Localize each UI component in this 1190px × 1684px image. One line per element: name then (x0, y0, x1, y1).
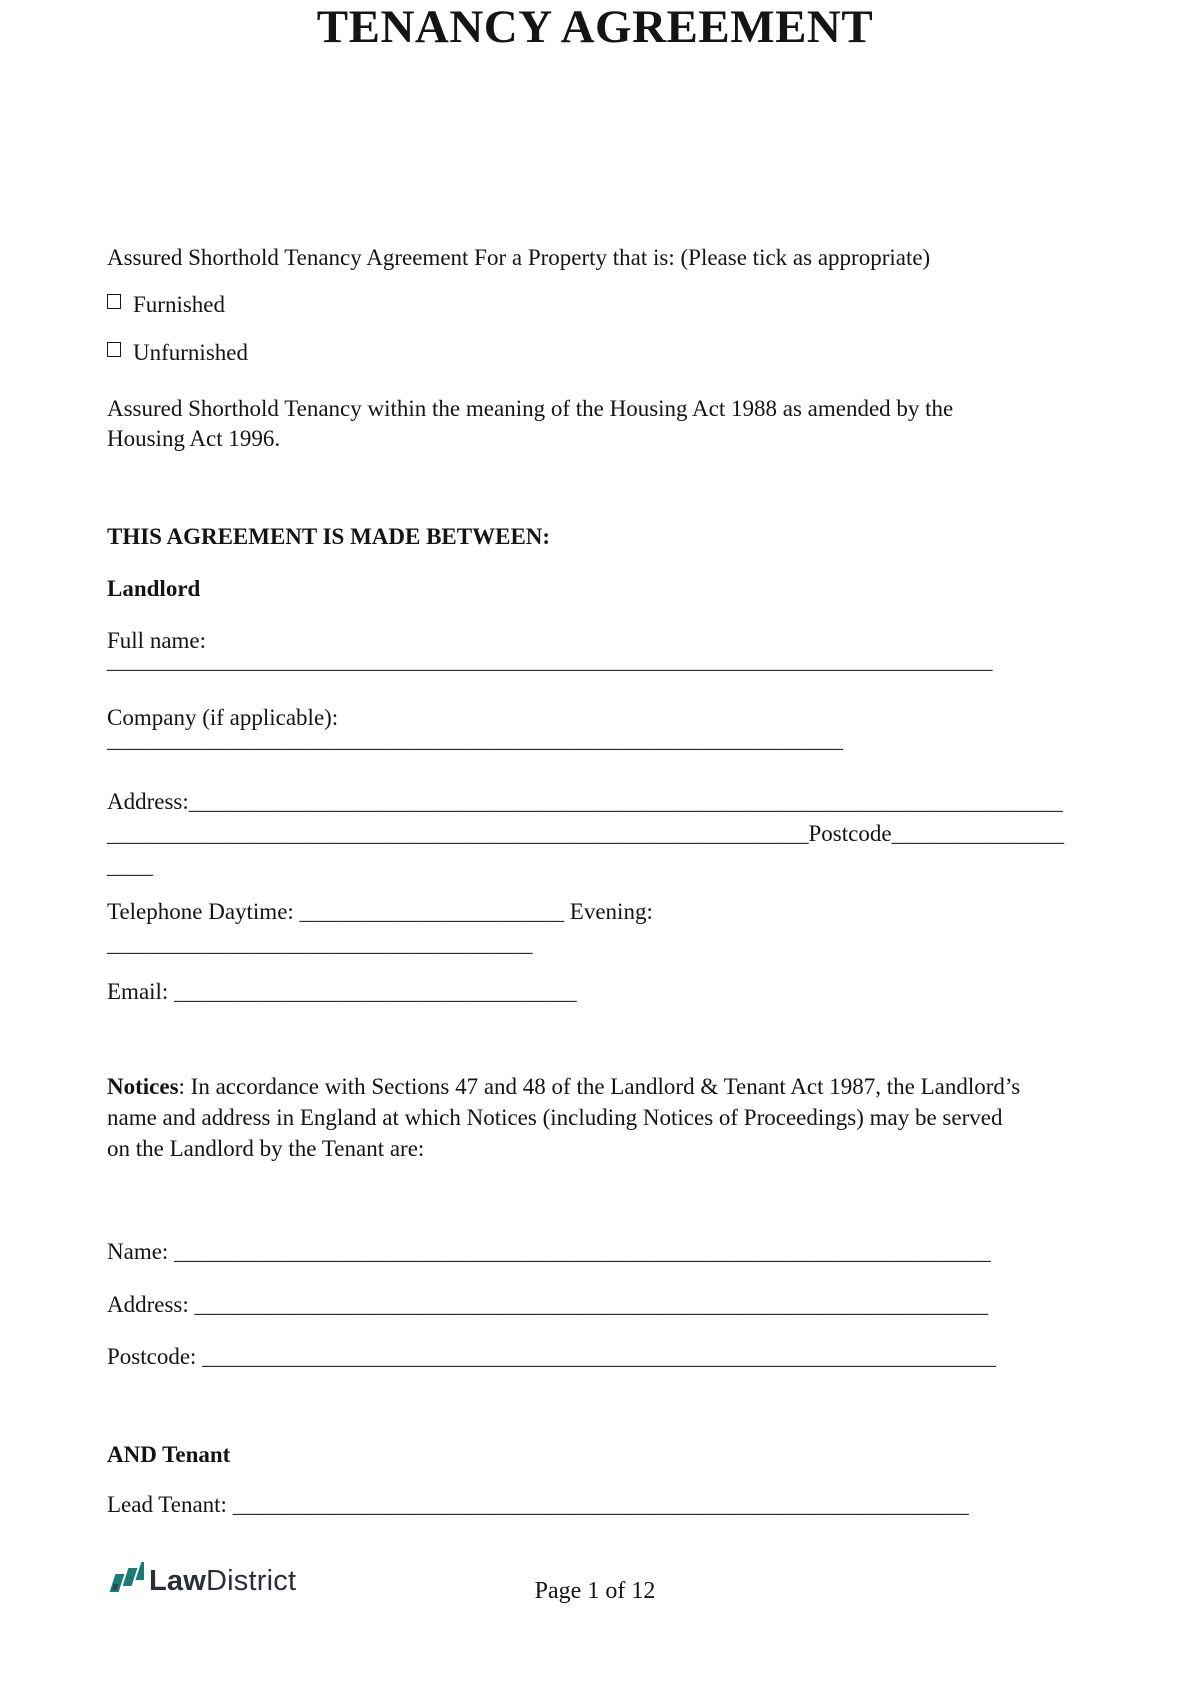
made-between-heading: THIS AGREEMENT IS MADE BETWEEN: (107, 524, 551, 549)
notices-line-1 (107, 1071, 1020, 1102)
unfurnished-option (107, 340, 248, 366)
address-blank-2: _____________________________________________________________ (107, 821, 809, 846)
telephone-daytime-blank: _______________________ (299, 899, 565, 924)
telephone-daytime-label: Telephone Daytime: (107, 899, 300, 924)
furnished-option (107, 292, 225, 318)
landlord-address-block (107, 786, 1064, 882)
logo-district: District (206, 1564, 297, 1597)
email-blank: ___________________________________ (174, 979, 577, 1004)
notices-name-blank: _______________________________________________________________________ (174, 1239, 991, 1264)
document-title: TENANCY AGREEMENT (316, 1, 874, 53)
address-line-2 (107, 818, 1064, 850)
address-blank-3: ____ (107, 853, 153, 878)
notices-postcode-blank: _____________________________________________________________________ (202, 1344, 996, 1369)
email-label: Email: (107, 979, 175, 1004)
notices-postcode-label: Postcode: (107, 1344, 203, 1369)
company-blank-line: ________________________________________________________________ (107, 727, 843, 752)
postcode-label: Postcode (808, 821, 892, 846)
notices-postcode-row (107, 1344, 996, 1370)
address-line-3 (107, 850, 1064, 882)
address-label: Address: (107, 789, 189, 814)
notices-name-row (107, 1239, 991, 1265)
email-row (107, 979, 577, 1005)
full-name-blank-line: _____________________________________________________________________________ (107, 648, 993, 673)
evening-blank: _____________________________________ (107, 931, 533, 956)
notices-line-3: on the Landlord by the Tenant are: (107, 1136, 425, 1161)
evening-label: Evening: (564, 899, 653, 924)
lead-tenant-label: Lead Tenant: (107, 1492, 233, 1517)
unfurnished-checkbox[interactable] (107, 342, 121, 357)
statute-line-2: Housing Act 1996. (107, 426, 281, 451)
telephone-block (107, 896, 653, 960)
notices-address-row (107, 1292, 988, 1318)
notices-line-1-rest: : In accordance with Sections 47 and 48 of the Landlord & Tenant Act 1987, the Landlord’s (178, 1074, 1021, 1099)
address-blank-1: ____________________________________________________________________________ (188, 789, 1063, 814)
statute-paragraph (107, 394, 953, 454)
and-tenant-heading: AND Tenant (107, 1442, 231, 1467)
furnished-checkbox[interactable] (107, 294, 121, 309)
address-line-1 (107, 786, 1064, 818)
telephone-line-1 (107, 896, 653, 928)
notices-word: Notices (107, 1074, 179, 1099)
page-number: Page 1 of 12 (534, 1578, 656, 1604)
postcode-blank: _______________ (891, 821, 1065, 846)
furnished-label: Furnished (133, 292, 225, 317)
notices-name-label: Name: (107, 1239, 175, 1264)
full-name-label: Full name: (107, 628, 207, 653)
unfurnished-label: Unfurnished (133, 340, 248, 365)
intro-line: Assured Shorthold Tenancy Agreement For a Property that is: (Please tick as appropriate) (107, 245, 931, 270)
landlord-heading: Landlord (107, 576, 201, 601)
lead-tenant-row (107, 1492, 969, 1518)
notices-paragraph (107, 1071, 1020, 1164)
notices-address-blank: _____________________________________________________________________ (194, 1292, 989, 1317)
lead-tenant-blank: ________________________________________________________________ (232, 1492, 969, 1517)
logo-law: Law (149, 1564, 206, 1597)
statute-line-1: Assured Shorthold Tenancy within the meaning of the Housing Act 1988 as amended by the (107, 396, 954, 421)
notices-address-label: Address: (107, 1292, 195, 1317)
telephone-line-2 (107, 928, 653, 960)
company-label: Company (if applicable): (107, 705, 339, 730)
notices-line-2: name and address in England at which Notices (including Notices of Proceedings) may be served (107, 1105, 1003, 1130)
